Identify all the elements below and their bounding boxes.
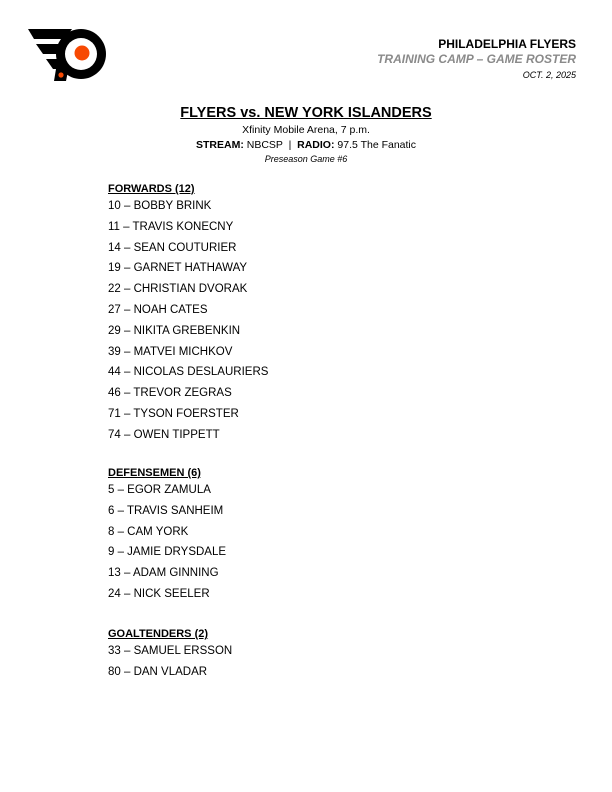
matchup-title: FLYERS vs. NEW YORK ISLANDERS [180, 105, 432, 121]
forwards-title: FORWARDS (12) [108, 183, 195, 195]
defensemen-list [108, 480, 226, 605]
player-row: 71 – TYSON FOERSTER [108, 407, 239, 420]
player-row: 29 – NIKITA GREBENKIN [108, 324, 241, 337]
roster-date: OCT. 2, 2025 [522, 70, 576, 80]
player-row: 24 – NICK SEELER [108, 587, 210, 600]
player-row: 74 – OWEN TIPPETT [108, 428, 220, 441]
defensemen-section [108, 466, 226, 605]
radio-label: RADIO: [297, 139, 335, 151]
player-row: 9 – JAMIE DRYSDALE [108, 546, 227, 559]
roster-title: TRAINING CAMP – GAME ROSTER [377, 52, 576, 66]
player-row: 46 – TREVOR ZEGRAS [108, 387, 232, 400]
player-row: 5 – EGOR ZAMULA [108, 484, 211, 496]
player-row: 14 – SEAN COUTURIER [108, 241, 237, 254]
goaltenders-list [108, 641, 232, 683]
venue-time: Xfinity Mobile Arena, 7 p.m. [242, 124, 370, 136]
player-row: 33 – SAMUEL ERSSON [108, 645, 233, 657]
player-row: 19 – GARNET HATHAWAY [108, 262, 248, 275]
player-row: 11 – TRAVIS KONECNY [108, 220, 234, 233]
team-header [377, 37, 576, 82]
player-row: 27 – NOAH CATES [108, 303, 208, 316]
player-row: 22 – CHRISTIAN DVORAK [108, 283, 248, 296]
stream-value: NBCSP | [243, 139, 298, 151]
player-row: 8 – CAM YORK [108, 525, 189, 538]
game-header [0, 104, 612, 166]
forwards-section [108, 182, 268, 446]
player-row: 44 – NICOLAS DESLAURIERS [108, 366, 269, 379]
goaltenders-section [108, 627, 232, 683]
game-note: Preseason Game #6 [264, 154, 348, 164]
forwards-list [108, 196, 268, 446]
defensemen-title: DEFENSEMEN (6) [108, 467, 201, 479]
player-row: 6 – TRAVIS SANHEIM [108, 504, 224, 517]
broadcast-info [0, 138, 612, 152]
flyers-logo-icon [28, 27, 108, 83]
player-row: 10 – BOBBY BRINK [108, 200, 212, 212]
player-row: 80 – DAN VLADAR [108, 665, 208, 678]
goaltenders-title: GOALTENDERS (2) [108, 628, 209, 640]
radio-value: 97.5 The Fanatic [334, 139, 417, 151]
team-name: PHILADELPHIA FLYERS [438, 37, 576, 51]
stream-label: STREAM: [195, 139, 244, 151]
player-row: 13 – ADAM GINNING [108, 567, 219, 580]
player-row: 39 – MATVEI MICHKOV [108, 345, 233, 358]
